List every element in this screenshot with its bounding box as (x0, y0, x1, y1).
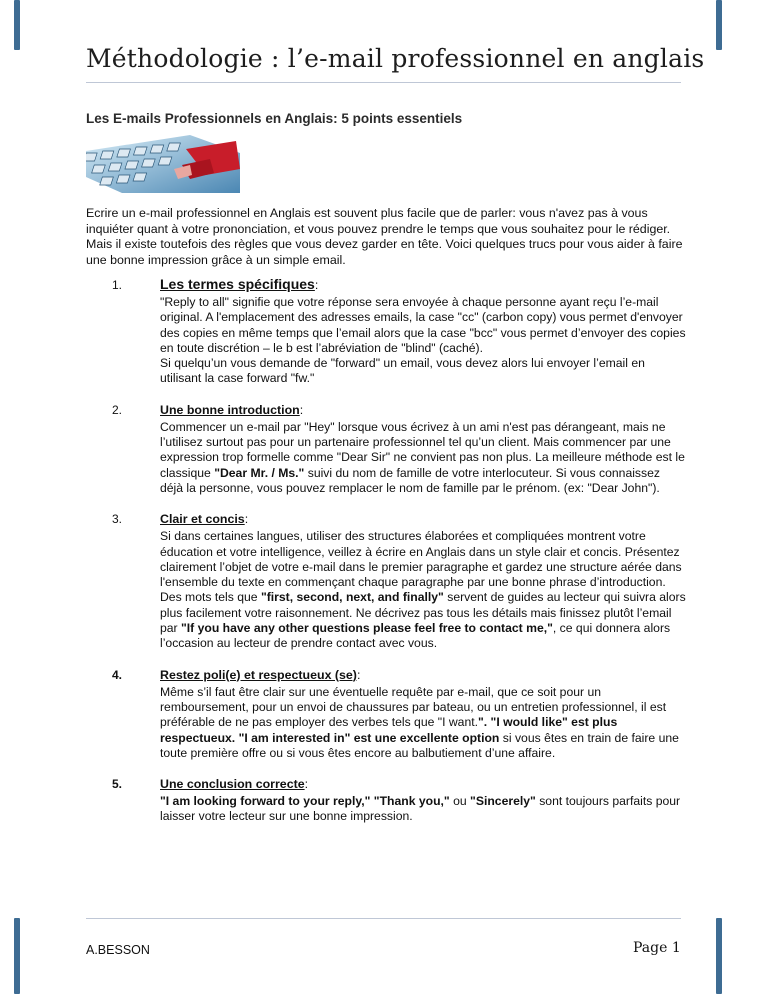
item-body (160, 794, 686, 825)
item-number: 2. (112, 402, 123, 417)
item-emphasis: "Dear Mr. / Ms." (214, 465, 305, 480)
item-colon: : (314, 278, 319, 292)
list-item (86, 775, 686, 825)
tips-list (86, 276, 686, 839)
keyboard-photo (86, 135, 240, 193)
item-text: Même s’il faut être clair sur une éventuelle requête par e-mail, que ce soit pour un remboursement, pour un envoi de chaussures par bateau, ou un entretien professionnel, il est préférable de ne pas employer des verbes tels que "I want. (160, 684, 667, 730)
item-body (160, 295, 686, 387)
item-number: 5. (112, 777, 123, 792)
footer-divider (86, 918, 681, 919)
item-colon: : (304, 777, 309, 792)
item-text: si vous êtes en train de faire une toute première offre ou si vous êtes encore au balbutiement d’une affaire. (160, 730, 679, 760)
item-text: Si dans certaines langues, utiliser des structures élaborées et compliquées montrent votre éducation et votre intelligence, veillez à écrire en Anglais dans un style clair et concis. Présentez clairement l’objet de votre e-mail dans le premier paragraphe et gardez une structure aérée dans l'ensemble du texte en commençant chaque paragraphe par une bonne phrase d’introduction. Des mots tels que (160, 529, 682, 605)
list-item (86, 510, 686, 651)
header-accent-bar-right (716, 0, 722, 50)
item-title: Une bonne introduction (160, 402, 300, 417)
item-paragraph: Si quelqu’un vous demande de "forward" un email, vous devez alors lui envoyer l’email en utilisant la case forward "fw." (160, 356, 645, 386)
item-title: Restez poli(e) et respectueux (se) (160, 667, 357, 682)
item-title: Clair et concis (160, 512, 245, 527)
item-title: Les termes spécifiques (160, 276, 315, 292)
item-paragraph: "Reply to all" signifie que votre réponse sera envoyée à chaque personne ayant reçu l’e-mail original. A l'emplacement des adresses emails, la case "cc" (carbon copy) vous permet d'envoyer des copies en même temps que l’email alors que la case "bcc" vous permet d’envoyer des copies en toute discrétion – le b est l’abréviation de "blind" (caché). (160, 295, 686, 355)
intro-paragraph: Ecrire un e-mail professionnel en Anglais est souvent plus facile que de parler: vous n'avez pas à vous inquiéter quant à votre prononciation, et vous pouvez prendre le temps que vous souhaitez pour le rédiger. Mais il existe toutefois des règles que vous devez garder en tête. Voici quelques trucs pour vous aider à faire une bonne impression grâce à un simple email. (86, 206, 683, 267)
page-title: Méthodologie : l’e-mail professionnel en anglais (86, 44, 705, 73)
item-emphasis: "If you have any other questions please feel free to contact me," (181, 621, 553, 636)
item-number: 3. (112, 512, 123, 527)
item-emphasis: "I am looking forward to your reply," "Thank you," (160, 794, 450, 809)
footer-accent-bar-right (716, 918, 722, 994)
item-text: sont toujours parfaits pour laisser votre lecteur sur une bonne impression. (160, 794, 681, 824)
item-text: Commencer un e-mail par "Hey" lorsque vous écrivez à un ami n'est pas dérangeant, mais ne l’utilisez surtout pas pour un partenaire professionnel tel qu’un client. Mais commencer par une expression trop formelle comme "Dear Sir" ne convient pas non plus. La meilleure méthode est le classique (160, 419, 685, 480)
item-text: suivi du nom de famille de votre interlocuteur. Si vous connaissez déjà la personne, vous pouvez remplacer le nom de famille par le prénom. (ex: "Dear John"). (160, 465, 660, 495)
item-emphasis: "Sincerely" (470, 794, 536, 809)
title-divider (86, 82, 681, 83)
header-accent-bar-left (14, 0, 20, 50)
list-item (86, 666, 686, 761)
item-colon: : (356, 667, 361, 682)
page-number: Page 1 (633, 940, 681, 956)
item-text: servent de guides au lecteur qui suivra alors plus facilement votre raisonnement. Ne décrivez pas tous les détails mais finissez plutôt l’email par (160, 590, 686, 636)
item-number: 4. (112, 667, 123, 682)
item-colon: : (299, 402, 304, 417)
item-colon: : (244, 512, 249, 527)
item-body (160, 420, 686, 496)
item-text: , ce qui donnera alors l’occasion au lecteur de prendre contact avec vous. (160, 621, 671, 651)
item-body (160, 685, 686, 761)
item-number: 1. (112, 278, 123, 292)
footer-author: A.BESSON (86, 943, 150, 957)
item-emphasis: "first, second, next, and finally" (260, 590, 444, 605)
footer-accent-bar-left (14, 918, 20, 994)
article-heading: Les E-mails Professionnels en Anglais: 5 points essentiels (86, 111, 463, 126)
list-item (86, 276, 686, 387)
item-emphasis: ". "I would like" est plus respectueux. "I am interested in" est une excellente option (160, 715, 618, 745)
item-body (160, 529, 686, 651)
list-item (86, 401, 686, 496)
item-text: ou (449, 794, 471, 809)
item-title: Une conclusion correcte (160, 777, 305, 792)
